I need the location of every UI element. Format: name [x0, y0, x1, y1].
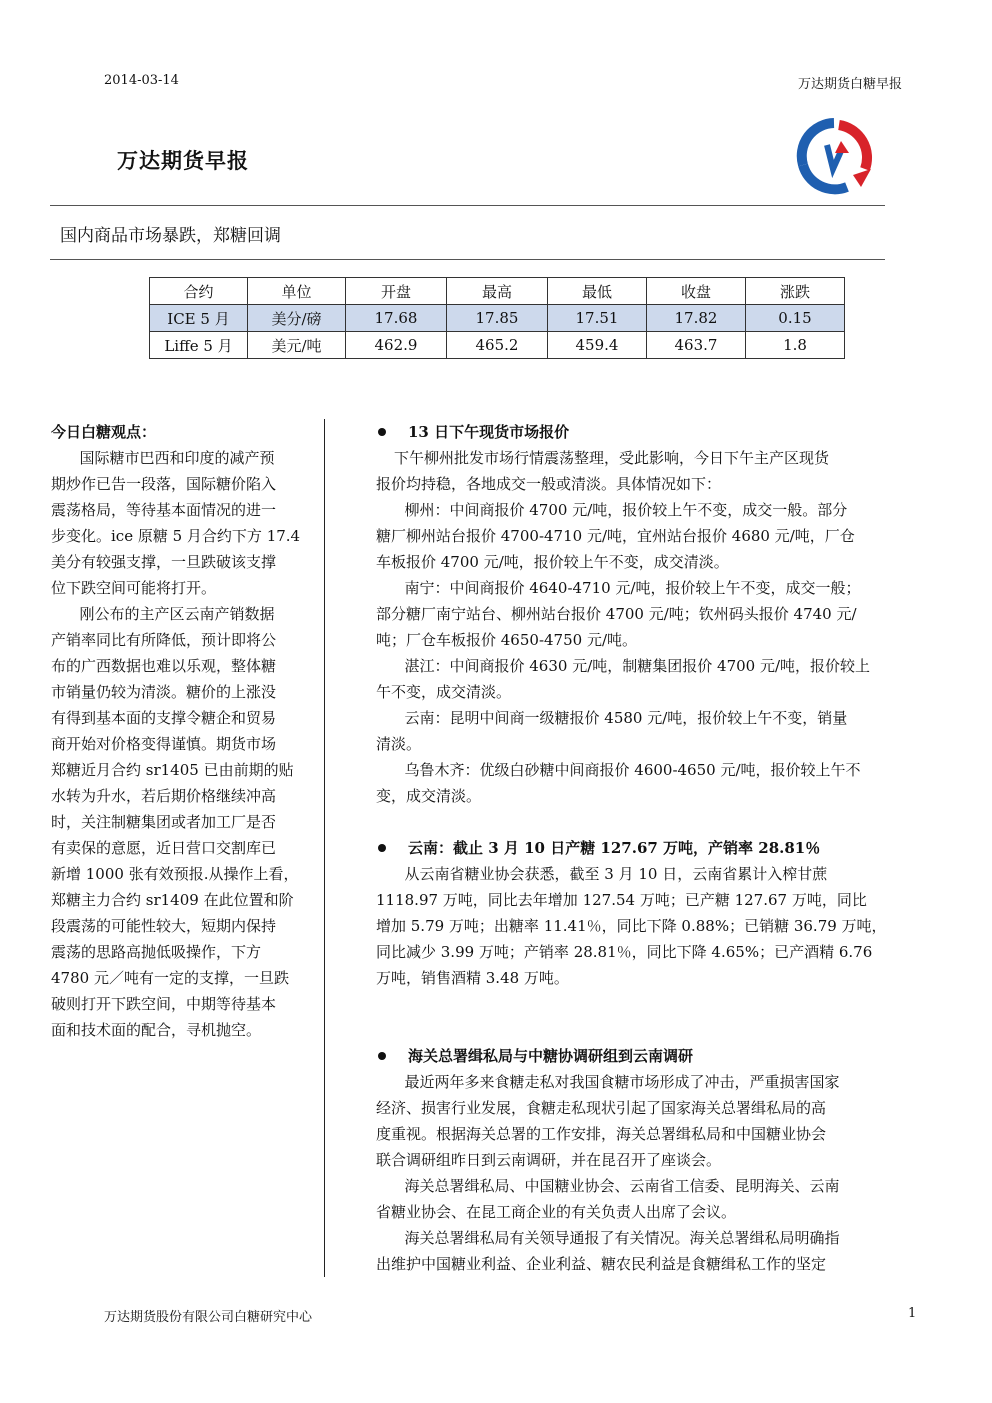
view-line: 时，关注制糖集团或者加工厂是否 — [51, 813, 277, 831]
quote-table — [149, 277, 845, 359]
table-cell: 17.51 — [548, 305, 647, 332]
view-line: 产销率同比有所降低，预计即将公 — [51, 631, 277, 649]
view-line: 位下跌空间可能将打开。 — [51, 579, 217, 597]
view-heading: 今日白糖观点： — [51, 423, 157, 441]
view-line: 步变化。ice 原糖 5 月合约下方 17.4 — [51, 527, 301, 545]
section-title: 海关总署缉私局与中糖协调研组到云南调研 — [376, 1043, 906, 1069]
sugar-view-column — [51, 419, 318, 1043]
table-row — [150, 305, 845, 332]
page-number: 1 — [908, 1306, 917, 1321]
report-source: 万达期货白糖早报 — [797, 77, 902, 92]
section-line: 增加 5.79 万吨；出糖率 11.41％，同比下降 0.88%；已销糖 36.79 万吨， — [376, 917, 887, 935]
view-line: 新增 1000 张有效预报.从操作上看， — [51, 865, 299, 883]
table-cell: 17.85 — [447, 305, 548, 332]
view-line: 有得到基本面的支撑令糖企和贸易 — [51, 709, 277, 727]
table-cell: Liffe 5 月 — [150, 332, 248, 359]
section-line: 南宁：中间商报价 4640-4710 元/吨，报价较上午不变，成交一般； — [404, 579, 861, 597]
section-line: 乌鲁木齐：优级白砂糖中间商报价 4600-4650 元/吨，报价较上午不 — [404, 761, 861, 779]
section-line: 湛江：中间商报价 4630 元/吨，制糖集团报价 4700 元/吨，报价较上 — [404, 657, 871, 675]
section-line: 出维护中国糖业利益、企业利益、糖农民利益是食糖缉私工作的坚定 — [376, 1255, 827, 1273]
table-cell: 美元/吨 — [248, 332, 346, 359]
table-header-cell: 合约 — [150, 278, 248, 305]
view-line: 商开始对价格变得谨慎。期货市场 — [51, 735, 277, 753]
view-line: 市销量仍较为清淡。糖价的上涨没 — [51, 683, 277, 701]
view-line: 期炒作已告一段落，国际糖价陷入 — [51, 475, 277, 493]
view-line: 段震荡的可能性较大，短期内保持 — [51, 917, 277, 935]
view-line: 有卖保的意愿，近日营口交割库已 — [51, 839, 277, 857]
table-cell: 462.9 — [346, 332, 447, 359]
view-line: 美分有较强支撑，一旦跌破该支撑 — [51, 553, 277, 571]
view-line: 4780 元／吨有一定的支撑，一旦跌 — [51, 969, 289, 987]
section-title: 云南：截止 3 月 10 日产糖 127.67 万吨，产销率 28.81％ — [376, 835, 906, 861]
title-divider — [50, 205, 885, 206]
table-cell: ICE 5 月 — [150, 305, 248, 332]
table-header-cell: 涨跌 — [746, 278, 845, 305]
section-line: 车板报价 4700 元/吨，报价较上午不变，成交清淡。 — [376, 553, 729, 571]
section-line: 同比减少 3.99 万吨；产销率 28.81％，同比下降 4.65%；已产酒精 6.76 — [376, 943, 873, 961]
table-cell: 463.7 — [647, 332, 746, 359]
section-title: 13 日下午现货市场报价 — [376, 419, 906, 445]
table-cell: 美分/磅 — [248, 305, 346, 332]
table-cell: 0.15 — [746, 305, 845, 332]
view-line: 震荡的思路高抛低吸操作，下方 — [51, 943, 262, 961]
section-line: 联合调研组昨日到云南调研，并在昆召开了座谈会。 — [376, 1151, 722, 1169]
section-line: 万吨，销售酒精 3.48 万吨。 — [376, 969, 569, 987]
headline: 国内商品市场暴跌，郑糖回调 — [60, 226, 281, 246]
headline-divider — [50, 259, 885, 260]
section-line: 下午柳州批发市场行情震荡整理，受此影响，今日下午主产区现货 — [394, 449, 830, 467]
view-line: 面和技术面的配合，寻机抛空。 — [51, 1021, 262, 1039]
column-divider — [324, 419, 325, 1277]
section-line: 糖厂柳州站台报价 4700-4710 元/吨，宜州站台报价 4680 元/吨，厂仓 — [376, 527, 855, 545]
section-line: 部分糖厂南宁站台、柳州站台报价 4700 元/吨；钦州码头报价 4740 元/ — [376, 605, 857, 623]
spot-price-section — [376, 419, 906, 809]
section-line: 经济、损害行业发展，食糖走私现状引起了国家海关总署缉私局的高 — [376, 1099, 827, 1117]
table-header-cell: 单位 — [248, 278, 346, 305]
customs-section — [376, 1043, 906, 1277]
section-line: 海关总署缉私局有关领导通报了有关情况。海关总署缉私局明确指 — [404, 1229, 840, 1247]
table-cell: 465.2 — [447, 332, 548, 359]
section-line: 海关总署缉私局、中国糖业协会、云南省工信委、昆明海关、云南 — [404, 1177, 840, 1195]
section-line: 变，成交清淡。 — [376, 787, 482, 805]
report-date: 2014-03-14 — [104, 73, 179, 88]
section-line: 从云南省糖业协会获悉，截至 3 月 10 日，云南省累计入榨甘蔗 — [404, 865, 828, 883]
yunnan-section — [376, 835, 906, 991]
table-header-cell: 最高 — [447, 278, 548, 305]
table-header-cell: 开盘 — [346, 278, 447, 305]
view-line: 郑糖主力合约 sr1409 在此位置和阶 — [51, 891, 294, 909]
view-line: 布的广西数据也难以乐观，整体糖 — [51, 657, 277, 675]
section-line: 最近两年多来食糖走私对我国食糖市场形成了冲击，严重损害国家 — [404, 1073, 840, 1091]
footer-company: 万达期货股份有限公司白糖研究中心 — [104, 1310, 313, 1325]
table-row — [150, 332, 845, 359]
section-line: 1118.97 万吨，同比去年增加 127.54 万吨；已产糖 127.67 万吨，同比 — [376, 891, 867, 909]
section-line: 度重视。根据海关总署的工作安排，海关总署缉私局和中国糖业协会 — [376, 1125, 827, 1143]
section-line: 吨；厂仓车板报价 4650-4750 元/吨。 — [376, 631, 638, 649]
view-line: 国际糖市巴西和印度的减产预 — [79, 449, 275, 467]
section-line: 清淡。 — [376, 735, 422, 753]
wanda-logo-icon — [795, 117, 873, 195]
section-line: 省糖业协会、在昆工商企业的有关负责人出席了会议。 — [376, 1203, 737, 1221]
bullet-icon — [378, 428, 386, 436]
report-title: 万达期货早报 — [117, 148, 249, 173]
table-cell: 17.82 — [647, 305, 746, 332]
view-line: 水转为升水，若后期价格继续冲高 — [51, 787, 277, 805]
table-header-row — [150, 278, 845, 305]
table-cell: 459.4 — [548, 332, 647, 359]
table-cell: 17.68 — [346, 305, 447, 332]
table-header-cell: 最低 — [548, 278, 647, 305]
view-line: 破则打开下跌空间，中期等待基本 — [51, 995, 277, 1013]
bullet-icon — [378, 844, 386, 852]
view-line: 震荡格局，等待基本面情况的进一 — [51, 501, 277, 519]
section-line: 云南：昆明中间商一级糖报价 4580 元/吨，报价较上午不变，销量 — [404, 709, 848, 727]
view-line: 刚公布的主产区云南产销数据 — [79, 605, 275, 623]
section-line: 柳州：中间商报价 4700 元/吨，报价较上午不变，成交一般。部分 — [404, 501, 848, 519]
bullet-icon — [378, 1052, 386, 1060]
table-header-cell: 收盘 — [647, 278, 746, 305]
section-line: 报价均持稳，各地成交一般或清淡。具体情况如下： — [376, 475, 722, 493]
section-line: 午不变，成交清淡。 — [376, 683, 512, 701]
view-line: 郑糖近月合约 sr1405 已由前期的贴 — [51, 761, 294, 779]
table-cell: 1.8 — [746, 332, 845, 359]
